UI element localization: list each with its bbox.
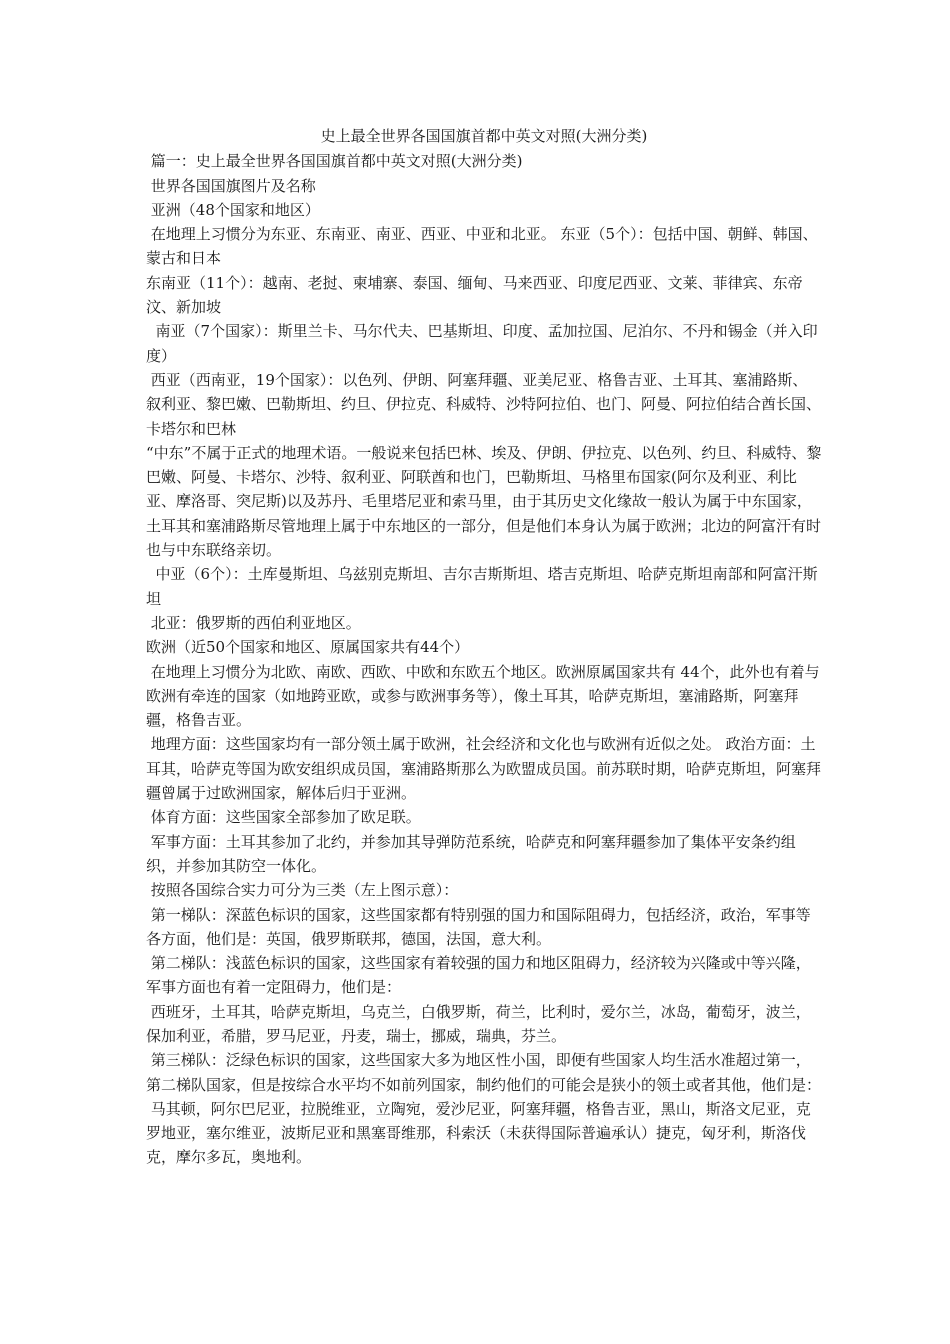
paragraph-geography-politics: 地理方面：这些国家均有一部分领土属于欧洲，社会经济和文化也与欧洲有近似之处。 政治方面：土耳其，哈萨克等国为欧安组织成员国，塞浦路斯那么为欧盟成员国。前苏联时期，哈萨克斯坦，阿塞拜疆曾属于过欧洲国家，解体后归于亚洲。 <box>146 735 822 803</box>
paragraph-tier-two-list: 西班牙，土耳其，哈萨克斯坦，乌克兰，白俄罗斯，荷兰，比利时，爱尔兰，冰岛，葡萄牙，波兰，保加利亚，希腊，罗马尼亚，丹麦，瑞士，挪威，瑞典，芬兰。 <box>146 1002 811 1045</box>
paragraph-europe-heading: 欧洲（近50个国家和地区、原属国家共有44个） <box>146 638 470 657</box>
paragraph-asia-heading: 亚洲（48个国家和地区） <box>146 200 320 219</box>
paragraph-central-asia: 中亚（6个）：土库曼斯坦、乌兹别克斯坦、吉尔吉斯斯坦、塔吉克斯坦、哈萨克斯坦南部和阿富汗斯坦 <box>146 565 818 608</box>
paragraph-south-asia: 南亚（7个国家）：斯里兰卡、马尔代夫、巴基斯坦、印度、孟加拉国、尼泊尔、不丹和锡金（并入印度） <box>146 322 818 365</box>
paragraph-west-asia: 西亚（西南亚，19个国家）：以色列、伊朗、阿塞拜疆、亚美尼亚、格鲁吉亚、土耳其、塞浦路斯、叙利亚、黎巴嫩、巴勒斯坦、约旦、伊拉克、科威特、沙特阿拉伯、也门、阿曼、阿拉伯结合酋长国、卡塔尔和巴林 <box>146 370 822 438</box>
paragraph-tier-three: 第三梯队：泛绿色标识的国家，这些国家大多为地区性小国，即便有些国家人均生活水准超过第一，第二梯队国家，但是按综合水平均不如前列国家，制约他们的可能会是狭小的领土或者其他，他们是： <box>146 1051 822 1094</box>
paragraph-southeast-asia: 东南亚（11个）：越南、老挝、柬埔寨、泰国、缅甸、马来西亚、印度尼西亚、文莱、菲律宾、东帝汶、新加坡 <box>146 273 803 317</box>
paragraph-strength-categories: 按照各国综合实力可分为三类（左上图示意）： <box>146 881 459 900</box>
paragraph-tier-one: 第一梯队：深蓝色标识的国家，这些国家都有特别强的国力和国际阻碍力，包括经济，政治，军事等各方面，他们是：英国，俄罗斯联邦，德国，法国，意大利。 <box>146 905 811 948</box>
paragraph-tier-three-list: 马其顿，阿尔巴尼亚，拉脱维亚，立陶宛，爱沙尼亚，阿塞拜疆，格鲁吉亚，黑山，斯洛文尼亚，克罗地亚，塞尔维亚，波斯尼亚和黑塞哥维那，科索沃（未获得国际普遍承认）捷克，匈牙利，斯洛伐克，摩尔多瓦，奥地利。 <box>146 1099 811 1167</box>
paragraph-north-asia: 北亚：俄罗斯的西伯利亚地区。 <box>146 613 361 632</box>
paragraph-tier-two: 第二梯队：浅蓝色标识的国家，这些国家有着较强的国力和地区阻碍力，经济较为兴隆或中等兴隆，军事方面也有着一定阻碍力，他们是： <box>146 954 811 997</box>
paragraph-middle-east: “中东”不属于正式的地理术语。一般说来包括巴林、埃及、伊朗、伊拉克、以色列、约旦、科威特、黎巴嫩、阿曼、卡塔尔、沙特、叙利亚、阿联酋和也门，巴勒斯坦、马格里布国家(阿尔及利亚、利比亚、摩洛哥、突尼斯)以及苏丹、毛里塔尼亚和索马里，由于其历史文化缘故一般认为属于中东国家，土耳其和塞浦路斯尽管地理上属于中东地区的一部分，但是他们本身认为属于欧洲；北边的阿富汗有时也与中东联络亲切。 <box>146 443 822 560</box>
paragraph-military: 军事方面：土耳其参加了北约，并参加其导弹防范系统，哈萨克和阿塞拜疆参加了集体平安条约组织，并参加其防空一体化。 <box>146 832 796 875</box>
paragraph-europe-regions: 在地理上习惯分为北欧、南欧、西欧、中欧和东欧五个地区。欧洲原属国家共有 44个，此外也有着与欧洲有牵连的国家（如地跨亚欧，或参与欧洲事务等），像土耳其，哈萨克斯坦，塞浦路斯，阿塞拜疆，格鲁吉亚。 <box>146 662 820 730</box>
paragraph-east-asia: 在地理上习惯分为东亚、东南亚、南亚、西亚、中亚和北亚。 东亚（5个）：包括中国、朝鲜、韩国、蒙古和日本 <box>146 225 818 268</box>
paragraph-sports: 体育方面：这些国家全部参加了欧足联。 <box>146 808 421 827</box>
document-page <box>146 124 822 1170</box>
document-title: 史上最全世界各国国旗首都中英文对照(大洲分类) <box>320 127 648 145</box>
paragraph-intro: 篇一：史上最全世界各国国旗首都中英文对照(大洲分类) <box>146 152 523 171</box>
paragraph-flags-heading: 世界各国国旗图片及名称 <box>146 176 316 195</box>
